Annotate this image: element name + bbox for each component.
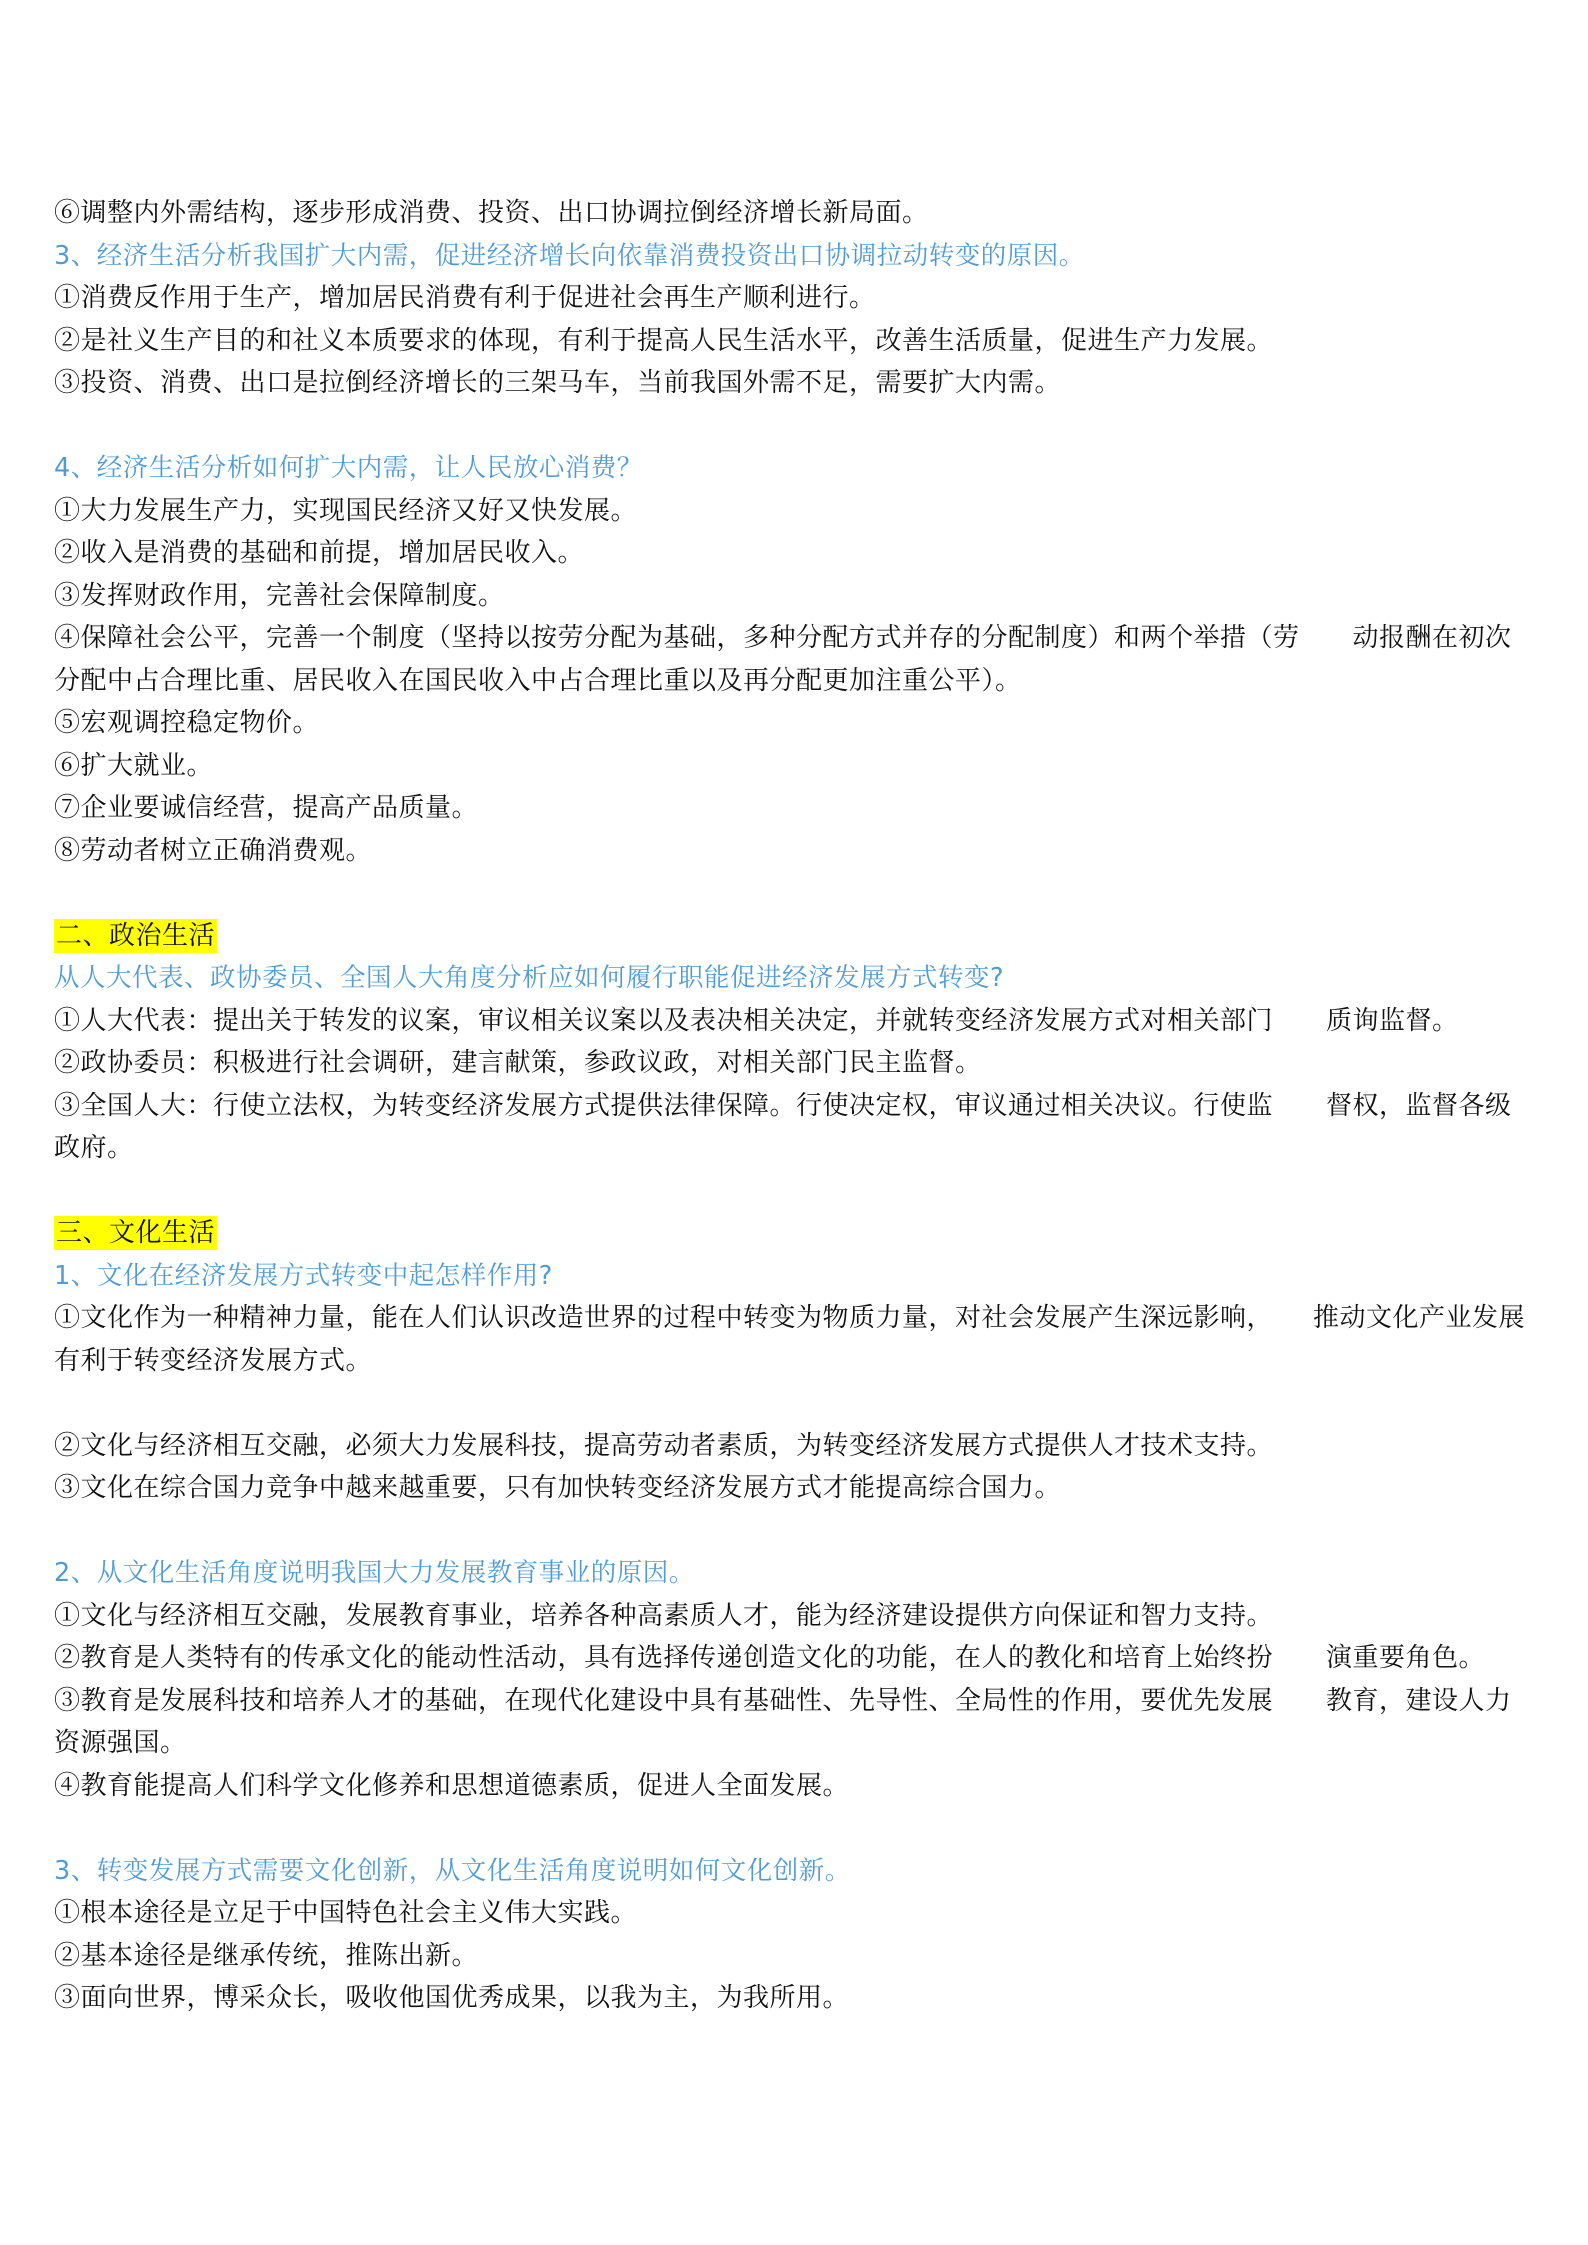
culture-q3-item-3: ③面向世界，博采众长，吸收他国优秀成果，以我为主，为我所用。: [54, 1983, 850, 2013]
econ-q4-item-5: ⑤宏观调控稳定物价。: [54, 708, 320, 738]
culture-q2-item-1: ①文化与经济相互交融，发展教育事业，培养各种高素质人才，能为经济建设提供方向保证和智力支持。: [54, 1600, 1274, 1631]
econ-item-6: ⑥调整内外需结构，逐步形成消费、投资、出口协调拉倒经济增长新局面。: [54, 198, 929, 228]
culture-q1-item-1: ①文化作为一种精神力量，能在人们认识改造世界的过程中转变为物质力量，对社会发展产生深远影响， 推动文化产业发展有利于转变经济发展方式。: [54, 1303, 1526, 1376]
politics-section-title: 二、政治生活: [56, 920, 216, 951]
culture-q3-item-1: ①根本途径是立足于中国特色社会主义伟大实践。: [54, 1898, 638, 1928]
econ-q3-item-3: ③投资、消费、出口是拉倒经济增长的三架马车，当前我国外需不足，需要扩大内需。: [54, 368, 1062, 398]
econ-q4-item-7: ⑦企业要诚信经营，提高产品质量。: [54, 793, 479, 823]
econ-q4-title: 4、经济生活分析如何扩大内需，让人民放心消费？: [54, 453, 643, 483]
politics-question-title: 从人大代表、政协委员、全国人大角度分析应如何履行职能促进经济发展方式转变?: [54, 963, 1005, 993]
culture-q1-item-2: ②文化与经济相互交融，必须大力发展科技，提高劳动者素质，为转变经济发展方式提供人才技术支持。: [54, 1430, 1274, 1461]
spacer: [54, 872, 1534, 915]
spacer: [54, 1807, 1534, 1850]
politics-item-3: ③全国人大：行使立法权，为转变经济发展方式提供法律保障。行使决定权，审议通过相关决议。行使监 督权，监督各级政府。: [54, 1090, 1512, 1163]
culture-q2-item-3: ③教育是发展科技和培养人才的基础，在现代化建设中具有基础性、先导性、全局性的作用，要优先发展 教育，建设人力资源强国。: [54, 1685, 1512, 1758]
econ-q3-title: 3、经济生活分析我国扩大内需，促进经济增长向依靠消费投资出口协调拉动转变的原因。: [54, 240, 1085, 271]
culture-q3-item-2: ②基本途径是继承传统，推陈出新。: [54, 1940, 479, 1971]
culture-section-line: [54, 1212, 1534, 1255]
econ-q3-item-2: ②是社义生产目的和社义本质要求的体现，有利于提高人民生活水平，改善生活质量，促进生产力发展。: [54, 325, 1274, 356]
culture-section-title: 三、文化生活: [56, 1218, 216, 1248]
document-content: [54, 192, 1534, 2020]
econ-q4-item-4: ④保障社会公平，完善一个制度（坚持以按劳分配为基础，多种分配方式并存的分配制度）和两个举措（劳 动报酬在初次分配中占合理比重、居民收入在国民收入中占合理比重以及再分配更加注重公平）。: [54, 623, 1512, 696]
politics-section-line: [54, 915, 1534, 958]
econ-q4-item-2: ②收入是消费的基础和前提，增加居民收入。: [54, 538, 585, 568]
culture-q3-title: 3、转变发展方式需要文化创新，从文化生活角度说明如何文化创新。: [54, 1855, 851, 1886]
econ-q3-item-1: ①消费反作用于生产，增加居民消费有利于促进社会再生产顺利进行。: [54, 283, 876, 313]
econ-q4-item-6: ⑥扩大就业。: [54, 750, 214, 781]
culture-q1-title: 1、文化在经济发展方式转变中起怎样作用?: [54, 1260, 553, 1291]
spacer: [54, 1510, 1534, 1553]
spacer: [54, 405, 1534, 448]
spacer: [54, 1382, 1534, 1425]
culture-q1-item-3: ③文化在综合国力竞争中越来越重要，只有加快转变经济发展方式才能提高综合国力。: [54, 1473, 1062, 1503]
econ-q4-item-1: ①大力发展生产力，实现国民经济又好又快发展。: [54, 495, 638, 526]
econ-q4-item-8: ⑧劳动者树立正确消费观。: [54, 835, 373, 866]
politics-item-2: ②政协委员：积极进行社会调研，建言献策，参政议政，对相关部门民主监督。: [54, 1048, 982, 1078]
culture-q2-item-2: ②教育是人类特有的传承文化的能动性活动，具有选择传递创造文化的功能，在人的教化和培育上始终扮 演重要角色。: [54, 1643, 1486, 1673]
spacer: [54, 1170, 1534, 1213]
culture-q2-item-4: ④教育能提高人们科学文化修养和思想道德素质，促进人全面发展。: [54, 1770, 850, 1801]
econ-q4-item-3: ③发挥财政作用，完善社会保障制度。: [54, 580, 505, 611]
culture-q2-title: 2、从文化生活角度说明我国大力发展教育事业的原因。: [54, 1558, 695, 1588]
politics-item-1: ①人大代表：提出关于转发的议案，审议相关议案以及表决相关决定，并就转变经济发展方式对相关部门 质询监督。: [54, 1005, 1459, 1036]
